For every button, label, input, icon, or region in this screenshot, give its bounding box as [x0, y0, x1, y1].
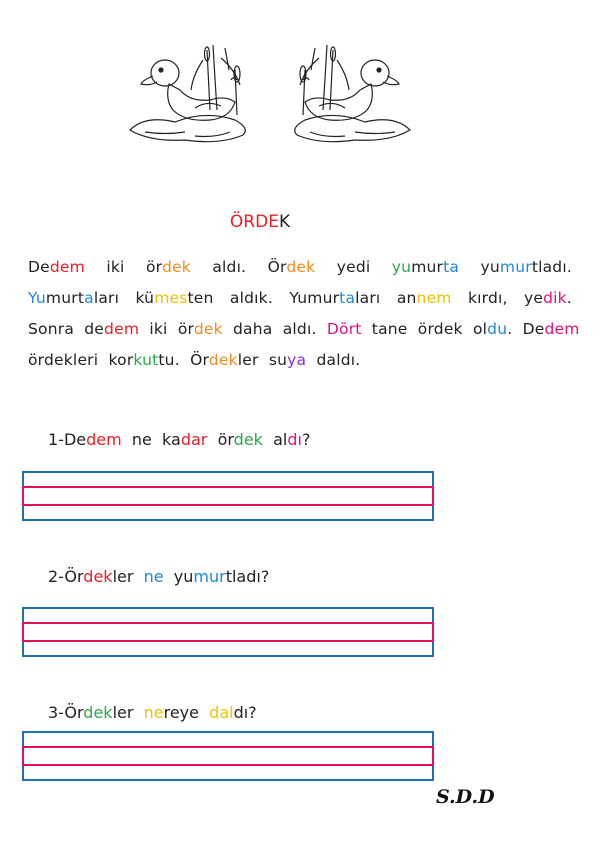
text-run: tladı.: [531, 258, 572, 276]
text-run: ler: [112, 703, 144, 722]
question-2: [48, 567, 269, 586]
text-run: dı: [287, 430, 302, 449]
text-run: yu: [163, 567, 194, 586]
text-run: ör: [207, 430, 234, 449]
text-run: murt: [45, 289, 85, 307]
text-run: ne: [143, 567, 164, 586]
text-run: nem: [416, 289, 452, 307]
text-run: kırdı, ye: [451, 289, 544, 307]
text-run: mes: [154, 289, 188, 307]
text-run: dek: [83, 567, 113, 586]
text-run: yu: [459, 258, 500, 276]
text-run: ÖRDE: [229, 212, 279, 232]
story-paragraph: [28, 252, 580, 376]
text-run: reye: [163, 703, 210, 722]
right-duck-icon: [295, 45, 410, 142]
text-run: ler: [112, 567, 144, 586]
text-run: tu. Ör: [158, 351, 209, 369]
text-run: De: [28, 258, 50, 276]
signature: S.D.D: [436, 786, 495, 808]
answer-lines-3[interactable]: [22, 731, 434, 781]
text-run: dek: [83, 703, 113, 722]
text-run: tladı?: [225, 567, 270, 586]
answer-lines-1[interactable]: [22, 471, 434, 521]
text-run: Dört: [326, 320, 362, 338]
text-run: ları kü: [93, 289, 155, 307]
text-run: dı?: [233, 703, 257, 722]
text-run: ta: [443, 258, 460, 276]
text-run: 2-Ör: [48, 567, 84, 586]
text-run: ?: [301, 430, 311, 449]
text-run: .: [566, 289, 572, 307]
text-run: Yu: [28, 289, 46, 307]
text-run: mur: [193, 567, 226, 586]
duck-illustration: [125, 40, 415, 155]
text-run: ten aldık. Yumur: [187, 289, 340, 307]
text-run: iki ör: [84, 258, 162, 276]
text-run: daldı.: [306, 351, 361, 369]
text-run: dem: [86, 430, 122, 449]
text-run: . De: [507, 320, 545, 338]
text-run: dem: [49, 258, 85, 276]
text-run: yedi: [315, 258, 392, 276]
left-duck-icon: [130, 45, 245, 142]
text-run: daha aldı.: [222, 320, 327, 338]
text-run: ta: [339, 289, 356, 307]
text-run: dek: [208, 351, 238, 369]
text-run: a: [84, 289, 94, 307]
text-run: dek: [286, 258, 316, 276]
text-run: ler su: [237, 351, 288, 369]
answer-lines-2[interactable]: [22, 607, 434, 657]
text-run: al: [262, 430, 288, 449]
text-run: mur: [411, 258, 444, 276]
text-run: dal: [209, 703, 234, 722]
text-run: 3-Ör: [48, 703, 84, 722]
text-run: dek: [233, 430, 263, 449]
text-run: mur: [499, 258, 532, 276]
question-3: [48, 703, 257, 722]
text-run: K: [278, 212, 291, 232]
text-run: ne ka: [121, 430, 181, 449]
text-run: yu: [391, 258, 412, 276]
text-run: dek: [161, 258, 191, 276]
text-run: ne: [143, 703, 164, 722]
text-run: dek: [193, 320, 223, 338]
text-run: aldı. Ör: [190, 258, 287, 276]
text-run: dik: [543, 289, 567, 307]
question-1: [48, 430, 310, 449]
text-run: kut: [133, 351, 159, 369]
story-title: [0, 212, 520, 232]
text-run: dem: [544, 320, 580, 338]
text-run: du: [487, 320, 508, 338]
text-run: ları an: [355, 289, 417, 307]
text-run: tane ördek ol: [361, 320, 488, 338]
text-run: ördekleri kor: [28, 351, 134, 369]
text-run: dem: [104, 320, 140, 338]
text-run: ya: [287, 351, 307, 369]
text-run: dar: [180, 430, 208, 449]
text-run: iki ör: [139, 320, 194, 338]
text-run: Sonra de: [28, 320, 105, 338]
text-run: 1-De: [48, 430, 87, 449]
